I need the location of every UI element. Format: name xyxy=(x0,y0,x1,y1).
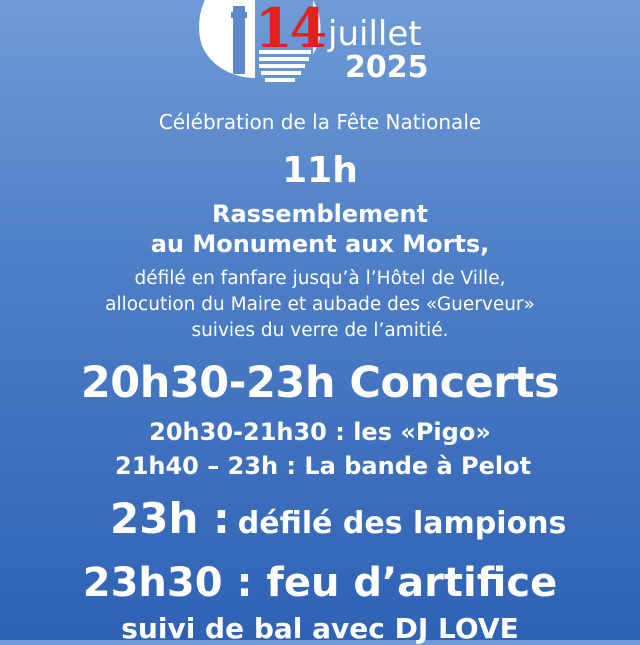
morning-title-line2: au Monument aux Morts, xyxy=(150,230,490,258)
lampions-time: 23h : xyxy=(110,494,230,543)
morning-detail: allocution du Maire et aubade des «Guerveur» xyxy=(105,294,535,315)
morning-time: 11h xyxy=(282,150,358,191)
morning-detail: défilé en fanfare jusqu’à l’Hôtel de Ville, xyxy=(134,268,506,289)
lampions-label: défilé des lampions xyxy=(237,506,567,541)
concerts-heading: 20h30-23h Concerts xyxy=(80,358,560,408)
logo-day: 14 xyxy=(255,0,325,60)
morning-detail: suivies du verre de l’amitié. xyxy=(191,320,449,341)
lampions-line xyxy=(110,494,566,543)
logo-month: juillet xyxy=(328,14,422,54)
event-logo xyxy=(195,0,455,92)
ball-line: suivi de bal avec DJ LOVE xyxy=(121,612,519,645)
fireworks-line: 23h30 : feu d’artifice xyxy=(82,560,558,606)
logo-year: 2025 xyxy=(345,50,429,85)
subtitle: Célébration de la Fête Nationale xyxy=(158,110,482,134)
concert-item: 20h30-21h30 : les «Pigo» xyxy=(149,418,491,446)
concert-item: 21h40 – 23h : La bande à Pelot xyxy=(115,452,532,480)
morning-title-line1: Rassemblement xyxy=(211,200,429,228)
